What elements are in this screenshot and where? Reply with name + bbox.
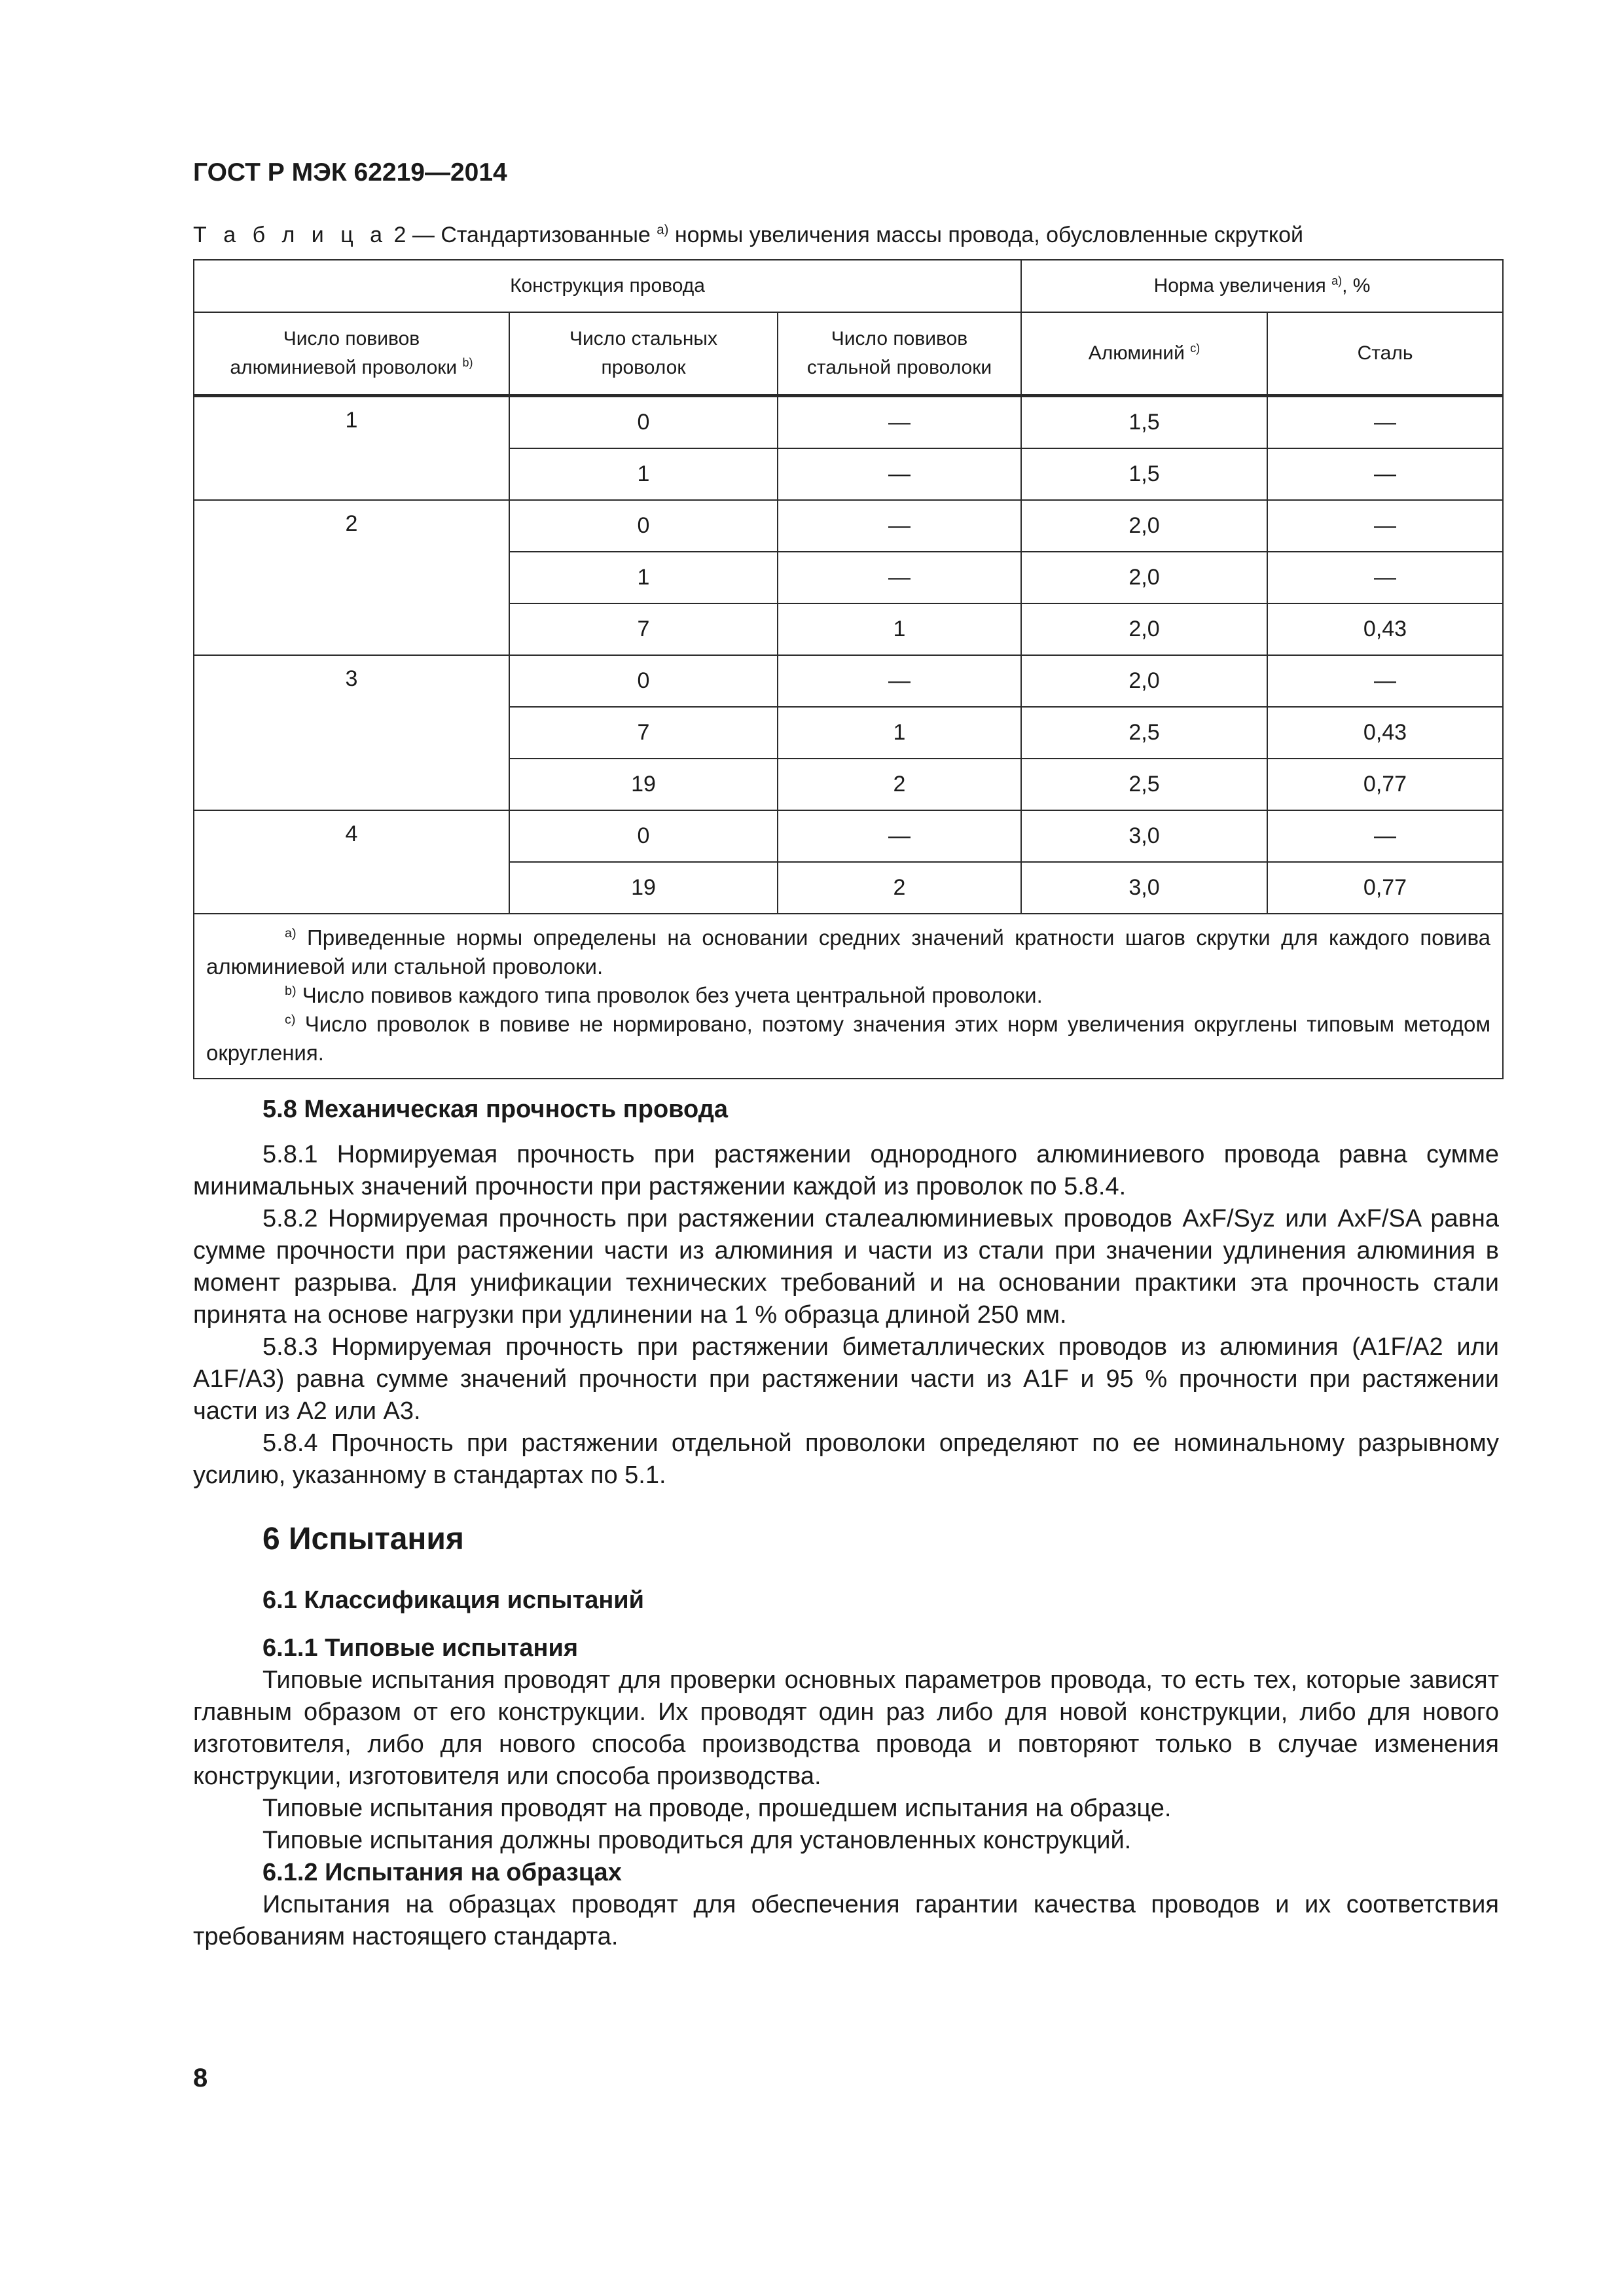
column-steel-wires	[509, 312, 778, 396]
steel-wires-cell: 1	[509, 552, 778, 603]
steel-wires-cell: 0	[509, 810, 778, 862]
table-row	[194, 396, 1503, 449]
table-note-mark: b)	[285, 984, 297, 998]
steel-cell: —	[1267, 552, 1503, 603]
steel-wires-cell: 7	[509, 603, 778, 655]
table-row	[194, 655, 1503, 707]
aluminium-cell: 3,0	[1021, 862, 1267, 914]
table-notes	[194, 914, 1503, 1079]
column-steel-wires-line1: Число стальных	[569, 328, 717, 350]
paragraph-6-1-1-a: Типовые испытания проводят для проверки основных параметров провода, то есть тех, которые зависят главным образом от его конструкции. Их проводят один раз либо для новой конструкции, либо для нового изготовителя, либо для нового способа производства провода и повторяют только в случае изменения конструкции, изготовителя или способа производства.	[193, 1666, 1499, 1790]
table-row	[194, 810, 1503, 862]
table-note-text: Число повивов каждого типа проволок без учета центральной проволоки.	[296, 983, 1043, 1007]
column-steel-wires-line2: проволок	[601, 357, 686, 378]
steel-cell: 0,77	[1267, 862, 1503, 914]
steel-wires-cell: 19	[509, 759, 778, 810]
table-caption	[193, 221, 1499, 249]
table-note-text: Число проволок в повиве не нормировано, поэтому значения этих норм увеличения округлены типовым методом округления.	[206, 1012, 1491, 1065]
heading-5-8: 5.8 Механическая прочность провода	[262, 1096, 728, 1123]
column-aluminium	[1021, 312, 1267, 396]
steel-layers-cell: 1	[778, 707, 1021, 759]
header-construction: Конструкция провода	[194, 260, 1021, 312]
steel-layers-cell: 1	[778, 603, 1021, 655]
paragraph-5-8-1: 5.8.1 Нормируемая прочность при растяжении однородного алюминиевого провода равна сумме минимальных значений прочности при растяжении каждой из проволок по 5.8.4.	[193, 1141, 1499, 1200]
steel-layers-cell: —	[778, 396, 1021, 449]
steel-layers-cell: —	[778, 655, 1021, 707]
al-layers-cell: 2	[194, 500, 509, 655]
table-note-a	[206, 924, 1490, 981]
heading-6-1-1: 6.1.1 Типовые испытания	[262, 1634, 578, 1662]
aluminium-cell: 3,0	[1021, 810, 1267, 862]
steel-wires-cell: 19	[509, 862, 778, 914]
steel-cell: 0,77	[1267, 759, 1503, 810]
al-layers-cell: 1	[194, 396, 509, 501]
aluminium-cell: 2,0	[1021, 655, 1267, 707]
paragraph-6-1-2-a: Испытания на образцах проводят для обеспечения гарантии качества проводов и их соответствия требованиям настоящего стандарта.	[193, 1891, 1499, 1950]
page-number: 8	[193, 2064, 208, 2092]
header-increase-norm-unit: , %	[1342, 275, 1371, 296]
column-al-layers-mark: b)	[462, 356, 473, 369]
paragraph-5-8-2: 5.8.2 Нормируемая прочность при растяжении сталеалюминиевых проводов AxF/Syz или AxF/SA равна сумме прочности при растяжении части из алюминия и части из стали при значении удлинения алюминия в момент разрыва. Для унификации технических требований и на основании практики эта прочность стали принята на основе нагрузки при удлинении на 1 % образца длиной 250 мм.	[193, 1205, 1499, 1329]
steel-cell: —	[1267, 500, 1503, 552]
table-caption-number: 2	[393, 223, 406, 247]
steel-layers-cell: —	[778, 810, 1021, 862]
table-caption-rest: нормы увеличения массы провода, обусловленные скруткой	[668, 223, 1304, 247]
steel-cell: —	[1267, 655, 1503, 707]
table-note-c	[206, 1010, 1490, 1067]
mass-increase-table	[193, 259, 1504, 1079]
paragraph-5-8-4: 5.8.4 Прочность при растяжении отдельной проволоки определяют по ее номинальному разрывному усилию, указанному в стандартах по 5.1.	[193, 1429, 1499, 1489]
aluminium-cell: 2,0	[1021, 603, 1267, 655]
table-note-text: Приведенные нормы определены на основании средних значений кратности шагов скрутки для каждого повива алюминиевой или стальной проволоки.	[206, 925, 1491, 978]
steel-cell: 0,43	[1267, 603, 1503, 655]
steel-wires-cell: 7	[509, 707, 778, 759]
steel-wires-cell: 0	[509, 396, 778, 449]
header-increase-norm	[1021, 260, 1503, 312]
aluminium-cell: 2,5	[1021, 759, 1267, 810]
heading-6-1-2: 6.1.2 Испытания на образцах	[262, 1859, 622, 1886]
column-al-layers	[194, 312, 509, 396]
steel-cell: —	[1267, 810, 1503, 862]
steel-layers-cell: —	[778, 552, 1021, 603]
column-al-layers-line1: Число повивов	[283, 328, 420, 350]
steel-layers-cell: 2	[778, 862, 1021, 914]
column-steel-layers	[778, 312, 1021, 396]
steel-layers-cell: —	[778, 448, 1021, 500]
aluminium-cell: 2,0	[1021, 552, 1267, 603]
table-row	[194, 500, 1503, 552]
steel-cell: —	[1267, 396, 1503, 449]
table-note-mark: a)	[285, 926, 297, 941]
paragraph-6-1-1-b: Типовые испытания проводят на проводе, прошедшем испытания на образце.	[262, 1795, 1172, 1822]
document-code-header: ГОСТ Р МЭК 62219—2014	[193, 158, 507, 187]
column-aluminium-label: Алюминий	[1088, 342, 1185, 364]
aluminium-cell: 1,5	[1021, 448, 1267, 500]
table-note-mark: c)	[285, 1013, 296, 1027]
aluminium-cell: 1,5	[1021, 396, 1267, 449]
table-caption-dash: — Стандартизованные	[406, 223, 651, 247]
column-steel-layers-line1: Число повивов	[831, 328, 968, 350]
header-increase-norm-mark: а)	[1331, 274, 1343, 287]
al-layers-cell: 4	[194, 810, 509, 914]
steel-wires-cell: 1	[509, 448, 778, 500]
table-notes-row	[194, 914, 1503, 1079]
body-text	[193, 1094, 1499, 1953]
table-caption-prefix: Т а б л и ц а	[193, 223, 388, 247]
paragraph-5-8-3: 5.8.3 Нормируемая прочность при растяжении биметаллических проводов из алюминия (A1F/A2 или A1F/A3) равна сумме значений прочности при растяжении части из A1F и 95 % прочности при растяжении части из A2 или A3.	[193, 1333, 1499, 1425]
column-aluminium-mark: c)	[1190, 342, 1200, 355]
column-al-layers-line2: алюминиевой проволоки	[230, 357, 458, 378]
heading-6: 6 Испытания	[262, 1522, 464, 1556]
column-steel: Сталь	[1267, 312, 1503, 396]
steel-wires-cell: 0	[509, 500, 778, 552]
steel-layers-cell: 2	[778, 759, 1021, 810]
steel-layers-cell: —	[778, 500, 1021, 552]
column-steel-layers-line2: стальной проволоки	[806, 357, 992, 378]
header-increase-norm-label: Норма увеличения	[1153, 275, 1326, 296]
aluminium-cell: 2,0	[1021, 500, 1267, 552]
table-caption-footnote-mark: a)	[657, 223, 669, 238]
al-layers-cell: 3	[194, 655, 509, 810]
table-note-b	[206, 981, 1490, 1010]
heading-6-1: 6.1 Классификация испытаний	[262, 1587, 645, 1614]
steel-cell: —	[1267, 448, 1503, 500]
steel-cell: 0,43	[1267, 707, 1503, 759]
steel-wires-cell: 0	[509, 655, 778, 707]
aluminium-cell: 2,5	[1021, 707, 1267, 759]
paragraph-6-1-1-c: Типовые испытания должны проводиться для установленных конструкций.	[262, 1827, 1132, 1854]
document-page	[193, 157, 1499, 1953]
